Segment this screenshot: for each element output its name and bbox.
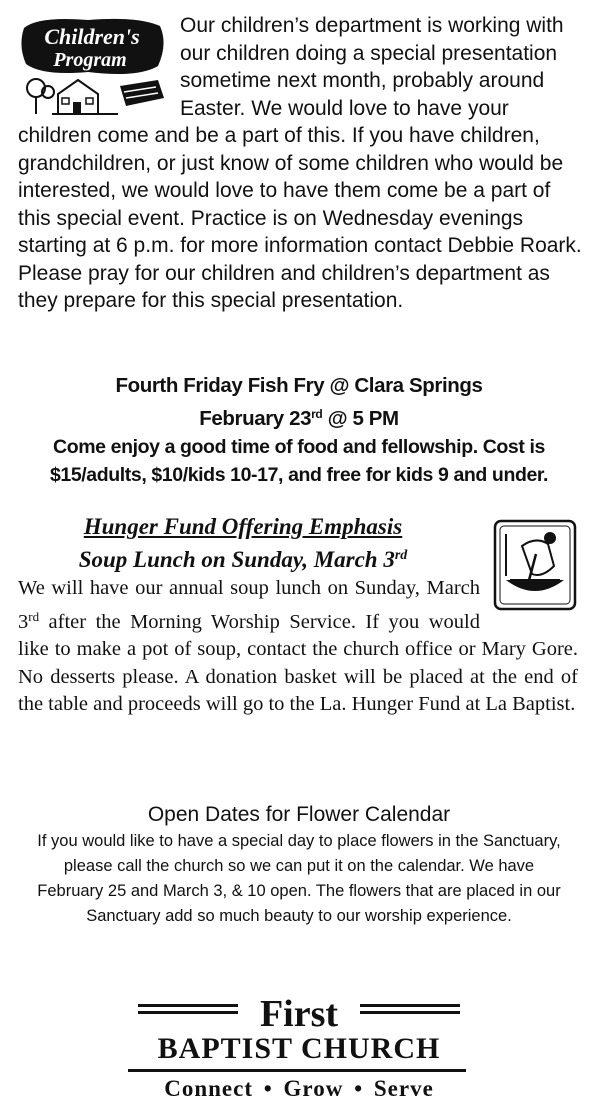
flower-calendar-text: If you would like to have a special day to place flowers in the Sanctuary, please call the church so we can put it on the calendar. We have February 25 and March 3, & 10 open. The flowers that are placed in our Sanctuary add so much beauty to our worship experience.	[37, 832, 561, 925]
soup-lunch-section	[18, 512, 578, 719]
church-logo-first: First	[259, 993, 339, 1035]
church-logo-name: BAPTIST CHURCH	[157, 1032, 441, 1065]
church-logo	[0, 992, 598, 1110]
logo-divider	[128, 1069, 466, 1072]
childrens-program-text: Our children’s department is working with our children doing a special presentation sometime next month, probably around Easter. We would love to have your children come and be a part of this. If you have children, grandchildren, or just know of some children who would be interested, we would love to have them come be a part of this special event. Practice is on Wednesday evenings starting at 6 p.m. for more information contact Debbie Roark. Please pray for our children and children’s department as they prepare for this special presentation.	[18, 14, 582, 312]
childrens-program-logo	[18, 14, 168, 118]
soup-bowl-icon	[492, 518, 578, 612]
hunger-fund-title: Hunger Fund Offering Emphasis	[83, 514, 403, 539]
soup-lunch-text: We will have our annual soup lunch on Sunday, March 3rd after the Morning Worship Service. If you would like to make a pot of soup, contact the church office or Mary Gore. No desserts please. A donation basket will be placed at the end of the table and proceeds will go to the La. Hunger Fund at La Baptist.	[18, 577, 578, 715]
fish-fry-title: Fourth Friday Fish Fry @ Clara Springs	[115, 374, 483, 397]
fish-fry-date: February 23rd @ 5 PM	[199, 407, 399, 430]
flower-calendar-title: Open Dates for Flower Calendar	[147, 803, 451, 826]
logo-line2: Program	[53, 49, 127, 71]
church-tagline: Connect • Grow • Serve	[164, 1076, 434, 1101]
fish-fry-details-line1: Come enjoy a good time of food and fellowship. Cost is	[53, 436, 545, 458]
logo-line1: Children's	[44, 24, 140, 49]
fish-fry-details-line2: $15/adults, $10/kids 10-17, and free for kids 9 and under.	[49, 464, 549, 486]
childrens-program-section	[18, 12, 584, 315]
soup-lunch-subtitle: Soup Lunch on Sunday, March 3rd	[78, 547, 408, 572]
flower-calendar-section	[0, 800, 598, 929]
fish-fry-section	[0, 371, 598, 489]
